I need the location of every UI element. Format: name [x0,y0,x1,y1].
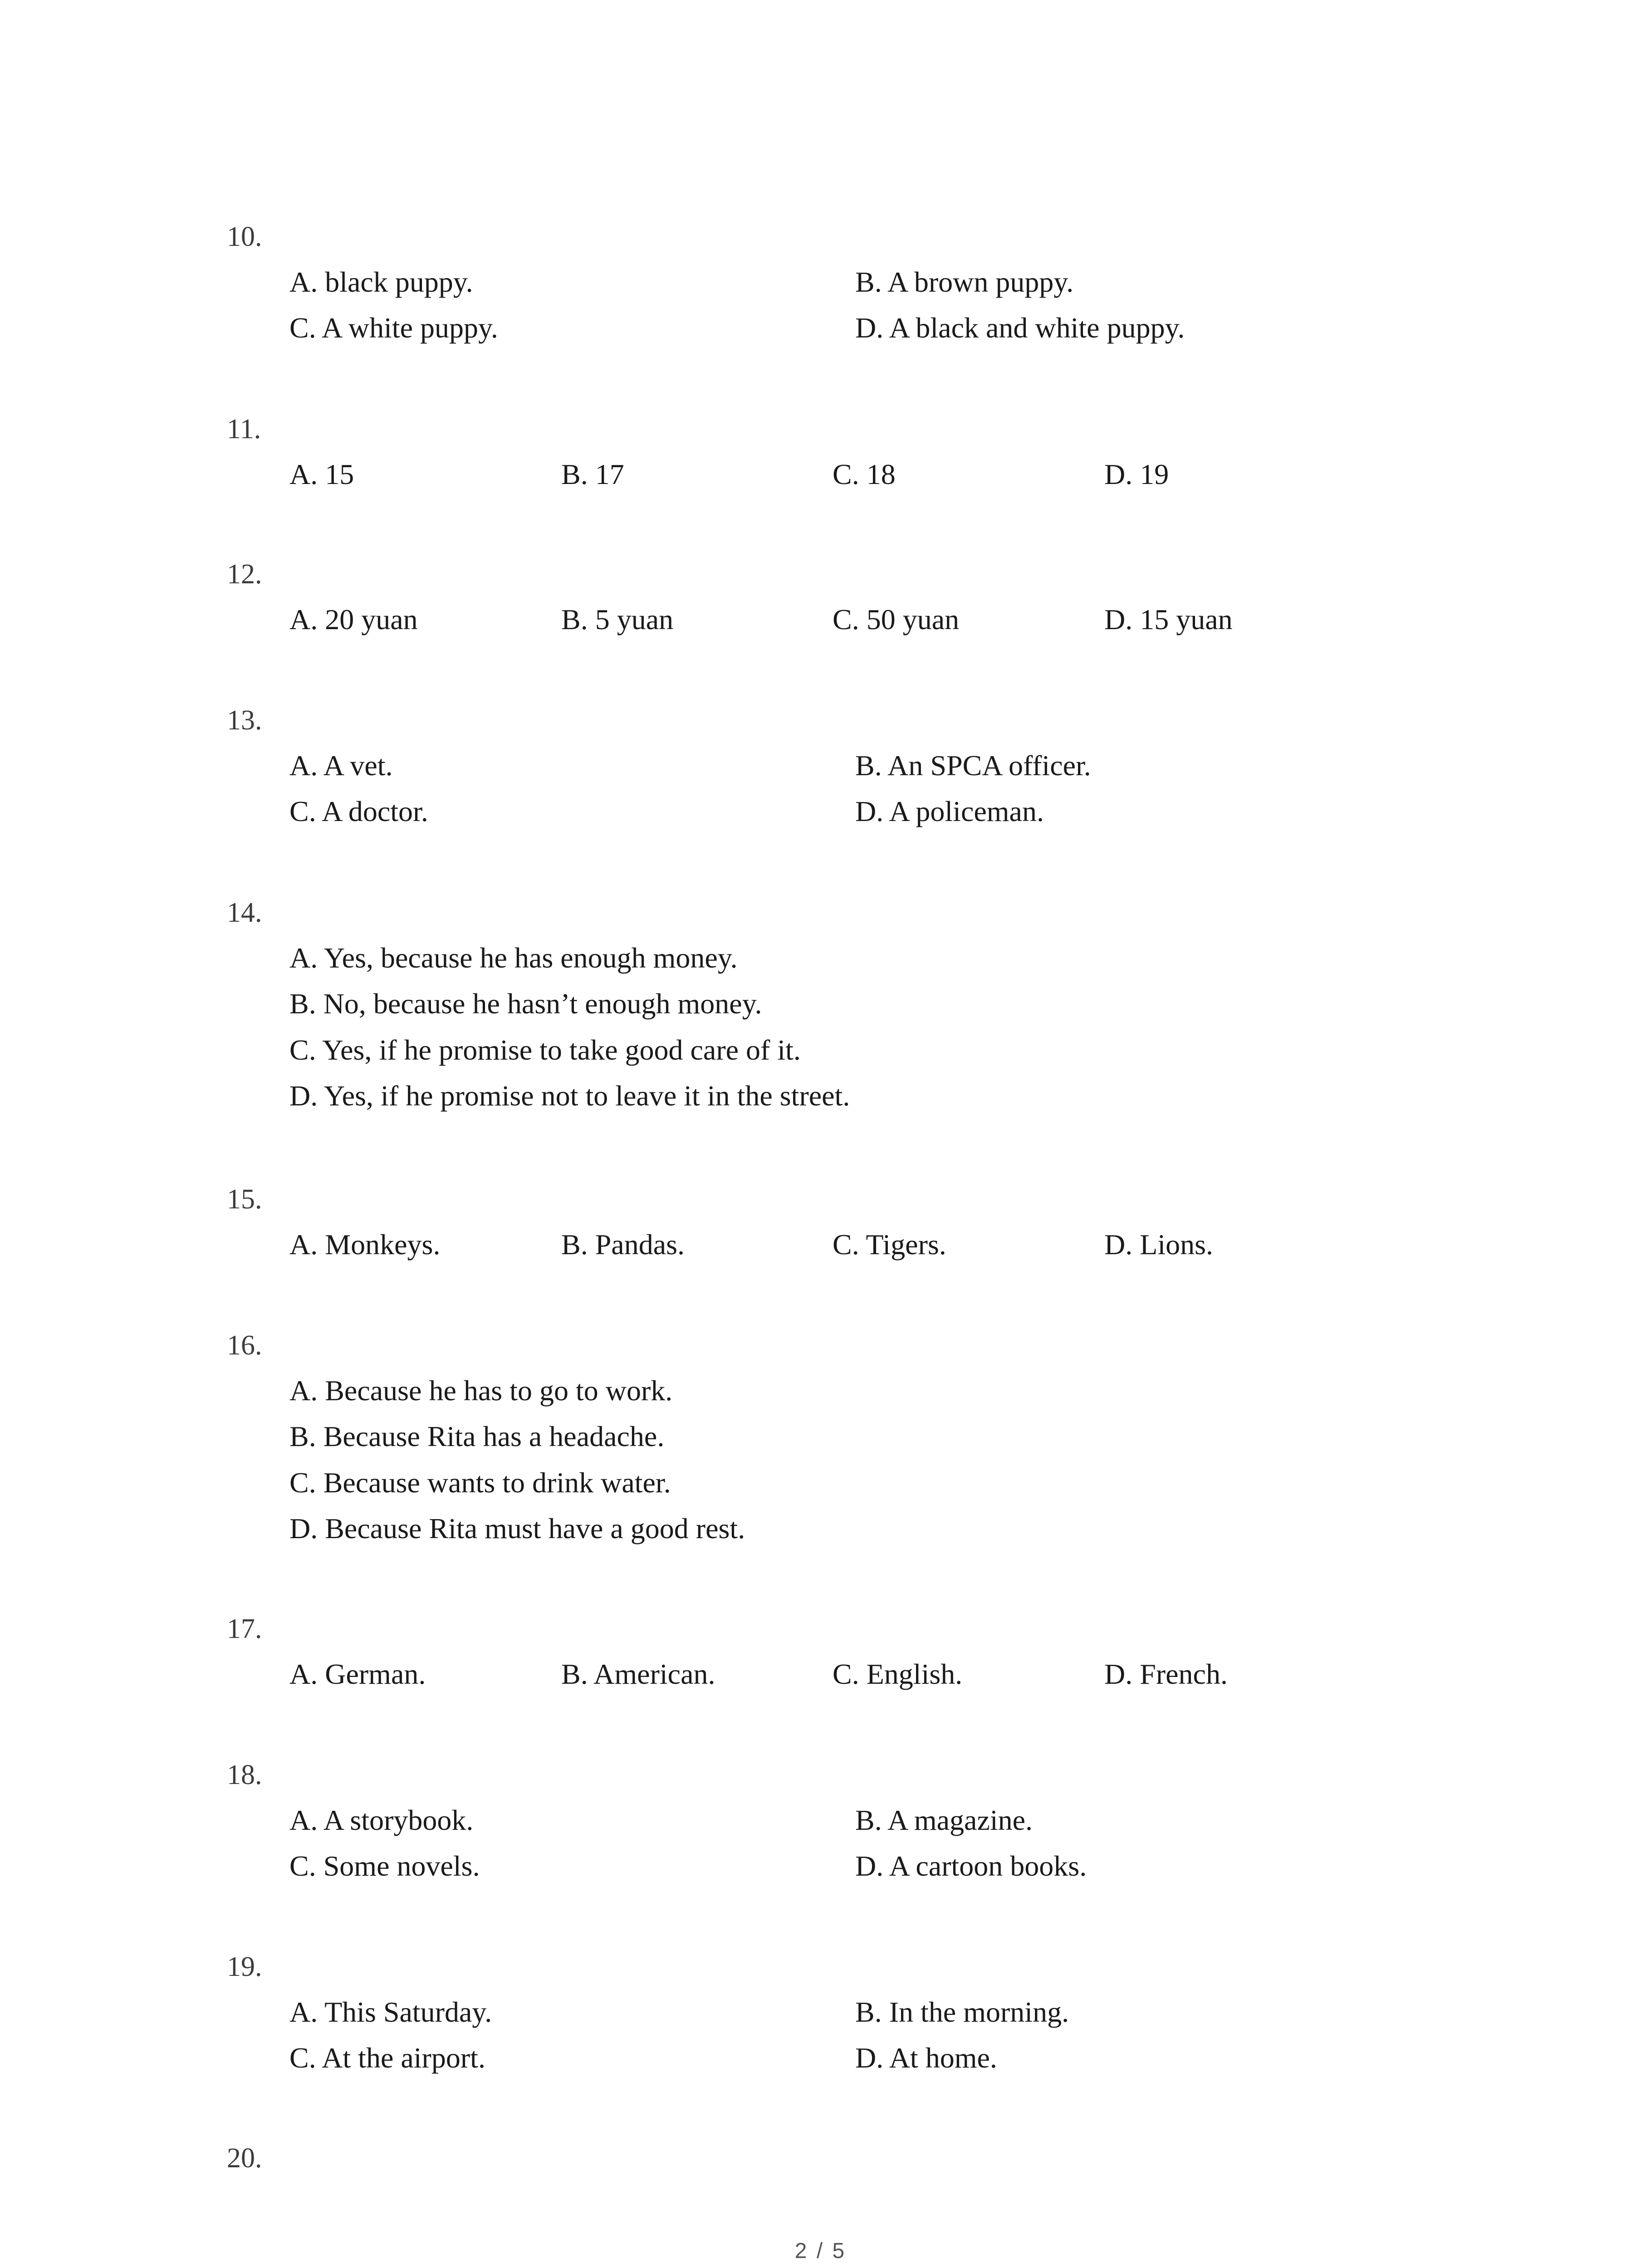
option-a: A. A storybook. [289,1804,474,1836]
option-b: B. An SPCA officer. [855,749,1091,782]
option-d: D. A black and white puppy. [855,312,1185,344]
option-b: B. Because Rita has a headache. [289,1420,665,1452]
option-a: A. 15 [289,458,354,490]
question-number: 18. [227,1760,262,1790]
option-d: D. A policeman. [855,795,1044,827]
option-c: C. 50 yuan [833,603,960,635]
question-number: 16. [227,1330,262,1361]
option-c: C. A doctor. [289,795,428,827]
option-c: C. Some novels. [289,1850,480,1882]
option-d: D. Lions. [1104,1228,1213,1261]
option-b: B. American. [561,1658,715,1690]
option-a: A. This Saturday. [289,1996,492,2028]
page-indicator: 2 / 5 [794,2239,847,2263]
option-a: A. Because he has to go to work. [289,1374,673,1407]
option-b: B. A brown puppy. [855,266,1074,298]
option-c: C. English. [833,1658,963,1690]
option-d: D. French. [1104,1658,1228,1690]
option-b: B. 5 yuan [561,603,674,635]
question-number: 19. [227,1951,262,1982]
option-c: C. Yes, if he promise to take good care of it. [289,1034,801,1066]
option-b: B. A magazine. [855,1804,1033,1836]
question-number: 10. [227,221,262,252]
option-c: C. 18 [833,458,896,490]
option-d: D. A cartoon books. [855,1850,1087,1882]
option-b: B. No, because he hasn’t enough money. [289,987,762,1020]
option-d: D. At home. [855,2042,997,2074]
option-d: D. Because Rita must have a good rest. [289,1512,745,1545]
question-number: 17. [227,1613,262,1644]
option-d: D. 15 yuan [1104,603,1233,635]
option-a: A. black puppy. [289,266,473,298]
option-b: B. In the morning. [855,1996,1069,2028]
option-d: D. 19 [1104,458,1169,490]
option-c: C. A white puppy. [289,312,498,344]
option-b: B. Pandas. [561,1228,685,1261]
option-a: A. German. [289,1658,426,1690]
question-number: 15. [227,1184,262,1215]
option-c: C. Because wants to drink water. [289,1466,671,1499]
question-number: 20. [227,2143,262,2174]
question-number: 12. [227,559,262,590]
option-a: A. A vet. [289,749,393,782]
question-number: 11. [227,414,261,445]
option-a: A. Yes, because he has enough money. [289,942,738,974]
option-c: C. Tigers. [833,1228,946,1261]
option-a: A. 20 yuan [289,603,418,635]
option-b: B. 17 [561,458,624,490]
option-d: D. Yes, if he promise not to leave it in the street. [289,1080,850,1112]
option-c: C. At the airport. [289,2042,485,2074]
question-number: 14. [227,897,262,928]
question-number: 13. [227,705,262,736]
option-a: A. Monkeys. [289,1228,441,1261]
